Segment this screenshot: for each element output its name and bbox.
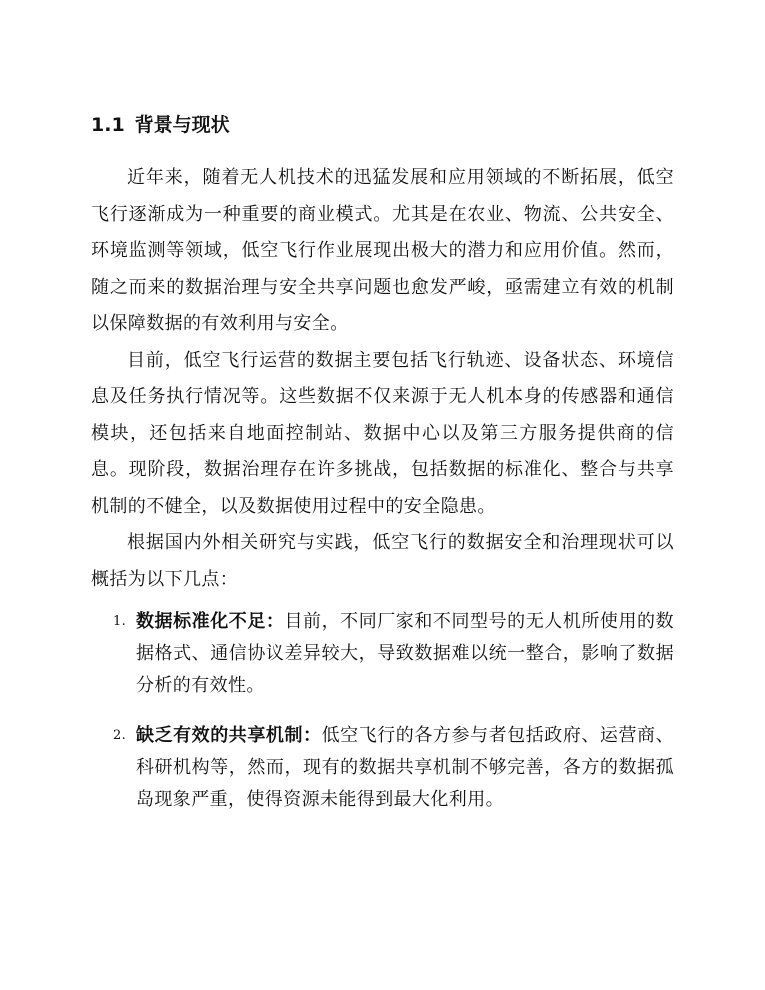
list-marker: 2.: [113, 728, 127, 743]
list-item: [91, 720, 674, 816]
list-marker: 1.: [113, 614, 127, 629]
list-item-text: 低空飞行的各方参与者包括政府、运营商、科研机构等，然而，现有的数据共享机制不够完善，各方的数据孤岛现象严重，使得资源未能得到最大化利用。: [136, 725, 674, 810]
section-title: 背景与现状: [134, 114, 230, 136]
paragraph-3: 根据国内外相关研究与实践，低空飞行的数据安全和治理现状可以概括为以下几点：: [91, 532, 674, 590]
numbered-list: [91, 606, 674, 816]
section-heading: [91, 110, 674, 140]
list-item-text: 目前，不同厂家和不同型号的无人机所使用的数据格式、通信协议差异较大，导致数据难以统一整合，影响了数据分析的有效性。: [136, 611, 675, 696]
list-item: [91, 606, 674, 702]
paragraph-2: 目前，低空飞行运营的数据主要包括飞行轨迹、设备状态、环境信息及任务执行情况等。这些数据不仅来源于无人机本身的传感器和通信模块，还包括来自地面控制站、数据中心以及第三方服务提供商的信息。现阶段，数据治理存在许多挑战，包括数据的标准化、整合与共享机制的不健全，以及数据使用过程中的安全隐患。: [91, 349, 674, 517]
section-number: 1.1: [91, 114, 125, 136]
list-item-lead: 缺乏有效的共享机制：: [136, 725, 322, 746]
paragraph-1: 近年来，随着无人机技术的迅猛发展和应用领域的不断拓展，低空飞行逐渐成为一种重要的商业模式。尤其是在农业、物流、公共安全、环境监测等领域，低空飞行作业展现出极大的潜力和应用价值。然而，随之而来的数据治理与安全共享问题也愈发严峻，亟需建立有效的机制以保障数据的有效利用与安全。: [91, 167, 674, 334]
list-item-lead: 数据标准化不足：: [136, 611, 285, 632]
